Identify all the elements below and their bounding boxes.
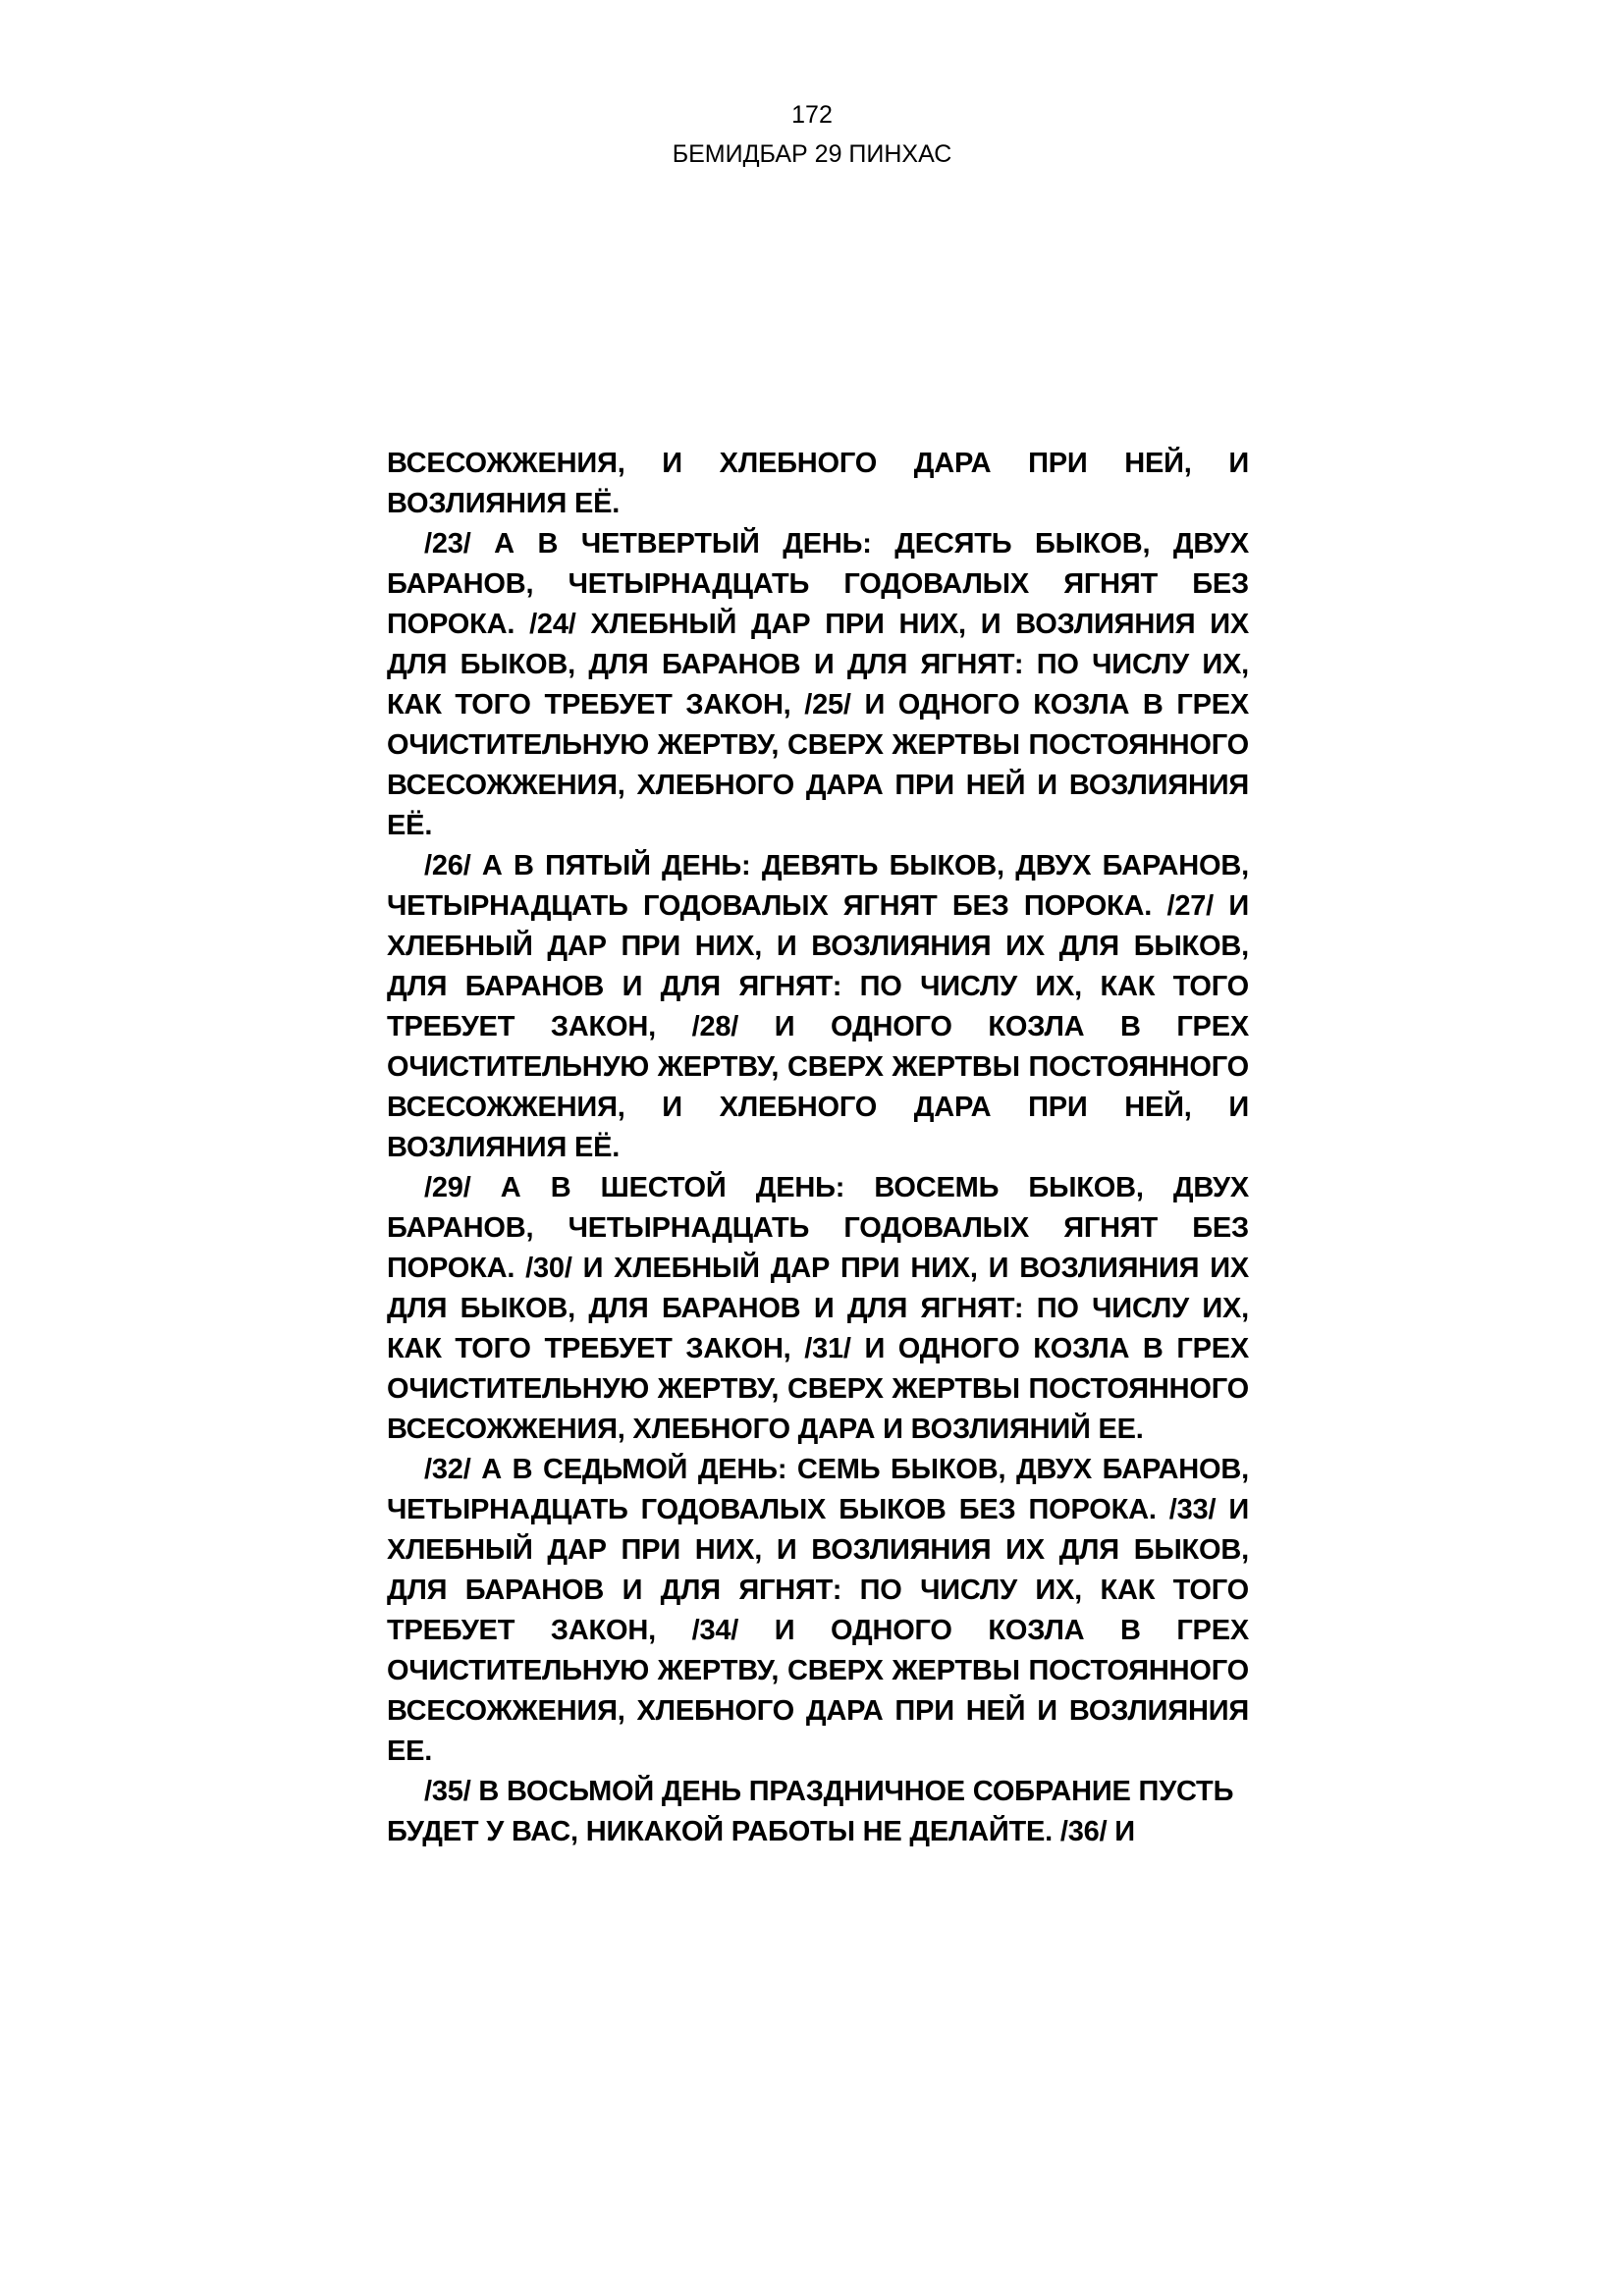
running-title: БЕМИДБАР 29 ПИНХАС [672,140,952,168]
paragraph-verse-35: /35/ В ВОСЬМОЙ ДЕНЬ ПРАЗДНИЧНОЕ СОБРАНИЕ ПУСТЬ БУДЕТ У ВАС, НИКАКОЙ РАБОТЫ НЕ ДЕЛАЙТЕ. /36/ И [387,1776,1234,1847]
page-number: 172 [791,101,833,129]
paragraph-verse-29: /29/ А В ШЕСТОЙ ДЕНЬ: ВОСЕМЬ БЫКОВ, ДВУХ БАРАНОВ, ЧЕТЫРНАДЦАТЬ ГОДОВАЛЫХ ЯГНЯТ БЕЗ ПОРОКА. /30/ И ХЛЕБНЫЙ ДАР ПРИ НИХ, И ВОЗЛИЯНИЯ ИХ ДЛЯ БЫКОВ, ДЛЯ БАРАНОВ И ДЛЯ ЯГНЯТ: ПО ЧИСЛУ ИХ, КАК ТОГО ТРЕБУЕТ ЗАКОН, /31/ И ОДНОГО КОЗЛА В ГРЕХ ОЧИСТИТЕЛЬНУЮ ЖЕРТВУ, СВЕРХ ЖЕРТВЫ ПОСТОЯННОГО ВСЕСОЖЖЕНИЯ, ХЛЕБНОГО ДАРА И ВОЗЛИЯНИЙ ЕЕ. [387,1172,1249,1445]
page-body [387,444,1249,1852]
paragraph-verse-23: /23/ А В ЧЕТВЕРТЫЙ ДЕНЬ: ДЕСЯТЬ БЫКОВ, ДВУХ БАРАНОВ, ЧЕТЫРНАДЦАТЬ ГОДОВАЛЫХ ЯГНЯТ БЕЗ ПОРОКА. /24/ ХЛЕБНЫЙ ДАР ПРИ НИХ, И ВОЗЛИЯНИЯ ИХ ДЛЯ БЫКОВ, ДЛЯ БАРАНОВ И ДЛЯ ЯГНЯТ: ПО ЧИСЛУ ИХ, КАК ТОГО ТРЕБУЕТ ЗАКОН, /25/ И ОДНОГО КОЗЛА В ГРЕХ ОЧИСТИТЕЛЬНУЮ ЖЕРТВУ, СВЕРХ ЖЕРТВЫ ПОСТОЯННОГО ВСЕСОЖЖЕНИЯ, ХЛЕБНОГО ДАРА ПРИ НЕЙ И ВОЗЛИЯНИЯ ЕЁ. [387,528,1249,841]
paragraph-verse-26: /26/ А В ПЯТЫЙ ДЕНЬ: ДЕВЯТЬ БЫКОВ, ДВУХ БАРАНОВ, ЧЕТЫРНАДЦАТЬ ГОДОВАЛЫХ ЯГНЯТ БЕЗ ПОРОКА. /27/ И ХЛЕБНЫЙ ДАР ПРИ НИХ, И ВОЗЛИЯНИЯ ИХ ДЛЯ БЫКОВ, ДЛЯ БАРАНОВ И ДЛЯ ЯГНЯТ: ПО ЧИСЛУ ИХ, КАК ТОГО ТРЕБУЕТ ЗАКОН, /28/ И ОДНОГО КОЗЛА В ГРЕХ ОЧИСТИТЕЛЬНУЮ ЖЕРТВУ, СВЕРХ ЖЕРТВЫ ПОСТОЯННОГО ВСЕСОЖЖЕНИЯ, И ХЛЕБНОГО ДАРА ПРИ НЕЙ, И ВОЗЛИЯНИЯ ЕЁ. [387,850,1249,1163]
paragraph-verse-32: /32/ А В СЕДЬМОЙ ДЕНЬ: СЕМЬ БЫКОВ, ДВУХ БАРАНОВ, ЧЕТЫРНАДЦАТЬ ГОДОВАЛЫХ БЫКОВ БЕЗ ПОРОКА. /33/ И ХЛЕБНЫЙ ДАР ПРИ НИХ, И ВОЗЛИЯНИЯ ИХ ДЛЯ БЫКОВ, ДЛЯ БАРАНОВ И ДЛЯ ЯГНЯТ: ПО ЧИСЛУ ИХ, КАК ТОГО ТРЕБУЕТ ЗАКОН, /34/ И ОДНОГО КОЗЛА В ГРЕХ ОЧИСТИТЕЛЬНУЮ ЖЕРТВУ, СВЕРХ ЖЕРТВЫ ПОСТОЯННОГО ВСЕСОЖЖЕНИЯ, ХЛЕБНОГО ДАРА ПРИ НЕЙ И ВОЗЛИЯНИЯ ЕЕ. [387,1454,1249,1767]
paragraph-continuation: ВСЕСОЖЖЕНИЯ, И ХЛЕБНОГО ДАРА ПРИ НЕЙ, И ВОЗЛИЯНИЯ ЕЁ. [387,448,1249,519]
